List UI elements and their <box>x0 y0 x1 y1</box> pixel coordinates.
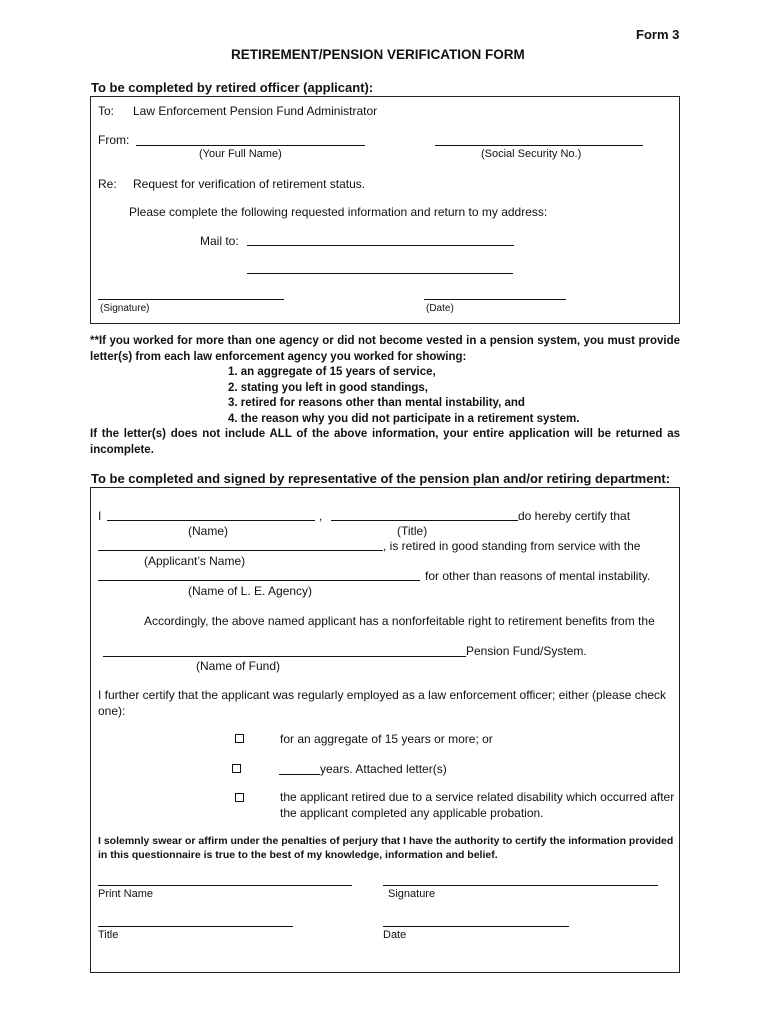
ssn-caption: (Social Security No.) <box>481 148 582 160</box>
print-name-field[interactable] <box>98 885 352 886</box>
notice-intro: **If you worked for more than one agency or did not become vested in a pension system, you must provide letter(s) from each law enforcement agency you worked for showing: <box>90 335 680 363</box>
certifier-signature-caption: Signature <box>388 888 436 900</box>
form-number: Form 3 <box>636 27 680 42</box>
date-caption: (Date) <box>426 303 454 314</box>
title-label: Title <box>98 929 119 941</box>
applicant-caption: (Applicant’s Name) <box>144 554 246 568</box>
certifier-date-field[interactable] <box>383 926 569 927</box>
years-count-field[interactable] <box>279 774 320 775</box>
agency-name-field[interactable] <box>98 580 420 581</box>
re-value: Request for verification of retirement status. <box>133 177 366 191</box>
mail-to-label: Mail to: <box>200 234 239 248</box>
comma: , <box>319 509 323 523</box>
section2-heading: To be completed and signed by representative of the pension plan and/or retiring department: <box>91 471 671 486</box>
option-15-years-checkbox[interactable] <box>235 734 244 743</box>
name-caption: (Name) <box>188 524 229 538</box>
full-name-field[interactable] <box>136 145 365 146</box>
notice-item: 4. the reason why you did not participate in a retirement system. <box>228 412 580 425</box>
date-label: Date <box>383 929 407 941</box>
agency-caption: (Name of L. E. Agency) <box>188 584 313 598</box>
print-name-caption: Print Name <box>98 888 154 900</box>
applicant-name-field[interactable] <box>98 550 383 551</box>
notice-item: 3. retired for reasons other than mental instability, and <box>228 397 525 409</box>
to-label: To: <box>98 104 115 118</box>
option-disability-label: the applicant retired due to a service related disability which occurred after the applicant completed any applicable probation. <box>280 790 675 820</box>
pension-text: Pension Fund/System. <box>466 644 587 658</box>
notice-item: 2. stating you left in good standings, <box>228 381 428 394</box>
option-15-years-label: for an aggregate of 15 years or more; or <box>280 732 493 746</box>
to-value: Law Enforcement Pension Fund Administrator <box>133 104 378 118</box>
title-caption: (Title) <box>397 524 428 538</box>
notice-item: 1. an aggregate of 15 years of service, <box>228 366 436 378</box>
certifier-name-field[interactable] <box>107 520 315 521</box>
fund-caption: (Name of Fund) <box>196 659 281 673</box>
option-years-label: years. Attached letter(s) <box>320 762 447 776</box>
mental-text: for other than reasons of mental instability. <box>425 569 651 583</box>
retired-text: , is retired in good standing from service with the <box>383 539 641 553</box>
i-label: I <box>98 509 102 523</box>
re-label: Re: <box>98 177 117 191</box>
instruction-text: Please complete the following requested information and return to my address: <box>129 205 548 219</box>
accordingly-text: Accordingly, the above named applicant has a nonforfeitable right to retirement benefits from the <box>144 614 655 628</box>
option-disability-checkbox[interactable] <box>235 793 244 802</box>
mail-to-line-2[interactable] <box>247 273 513 274</box>
further-text: I further certify that the applicant was regularly employed as a law enforcement officer; either (please check one): <box>98 688 667 718</box>
mail-to-line-1[interactable] <box>247 245 514 246</box>
ssn-field[interactable] <box>435 145 643 146</box>
certifier-title-field[interactable] <box>331 520 518 521</box>
signature-caption: (Signature) <box>100 303 150 314</box>
oath-text: I solemnly swear or affirm under the penalties of perjury that I have the authority to certify the information provided in this questionnaire is true to the best of my knowledge, information and belief. <box>98 835 674 861</box>
page-title: RETIREMENT/PENSION VERIFICATION FORM <box>231 47 525 62</box>
option-years-checkbox[interactable] <box>232 764 241 773</box>
notice-closing: If the letter(s) does not include ALL of the above information, your entire application will be returned as incomplete. <box>90 428 680 456</box>
fund-name-field[interactable] <box>103 656 466 657</box>
certifier-title-line[interactable] <box>98 926 293 927</box>
section1-heading: To be completed by retired officer (applicant): <box>91 80 374 95</box>
from-label: From: <box>98 133 130 147</box>
certify-text: do hereby certify that <box>518 509 631 523</box>
applicant-signature-field[interactable] <box>98 299 284 300</box>
notice-list <box>228 365 579 427</box>
certifier-signature-field[interactable] <box>383 885 658 886</box>
full-name-caption: (Your Full Name) <box>199 148 282 160</box>
applicant-date-field[interactable] <box>424 299 566 300</box>
